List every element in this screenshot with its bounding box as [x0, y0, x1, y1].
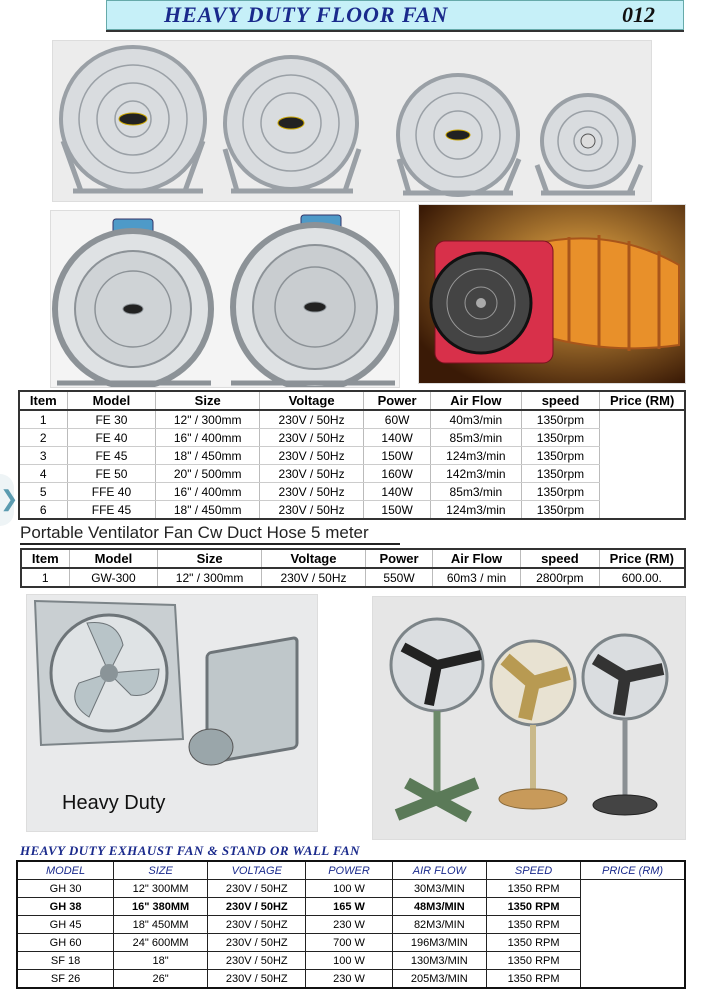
table-cell: 150W [364, 501, 431, 520]
col-header: speed [521, 549, 600, 568]
table-cell: 82M3/MIN [392, 916, 486, 934]
price-cell [600, 410, 685, 519]
table-cell: 230 W [306, 970, 392, 989]
table-cell: SF 26 [17, 970, 114, 989]
table-cell: GH 30 [17, 880, 114, 898]
table-row [19, 483, 685, 501]
col-header: Model [69, 549, 158, 568]
col-header: PRICE (RM) [581, 861, 685, 880]
table-row [19, 501, 685, 520]
table-cell: 20" / 500mm [156, 465, 260, 483]
table-cell: GH 60 [17, 934, 114, 952]
header-underline [106, 30, 684, 32]
table-cell: 124m3/min [431, 501, 522, 520]
table-cell: 230V / 50HZ [208, 952, 306, 970]
table-cell: 85m3/min [431, 483, 522, 501]
table-cell: 60m3 / min [432, 568, 520, 587]
ventilator-section-title: Portable Ventilator Fan Cw Duct Hose 5 meter [20, 523, 369, 542]
table-cell: SF 18 [17, 952, 114, 970]
table-header-row [19, 391, 685, 410]
table-row [19, 410, 685, 429]
table-cell: 230 W [306, 916, 392, 934]
page-number: 012 [622, 2, 655, 27]
stand-fans-photo [372, 596, 686, 840]
table-cell: 24" 600MM [114, 934, 208, 952]
col-header: Price (RM) [600, 391, 685, 410]
price-cell: 600.00. [599, 568, 685, 587]
table-cell: 18" 450MM [114, 916, 208, 934]
table-cell: FE 30 [67, 410, 156, 429]
table-cell: 30M3/MIN [392, 880, 486, 898]
table-cell: 1 [19, 410, 67, 429]
col-header: Voltage [260, 391, 364, 410]
exhaust-table-wrap [16, 860, 686, 989]
table-cell: 18" [114, 952, 208, 970]
table-cell: 230V / 50HZ [208, 916, 306, 934]
table-cell: 1350 RPM [487, 952, 581, 970]
col-header: Model [67, 391, 156, 410]
table-cell: 1350 RPM [487, 970, 581, 989]
table-cell: FE 45 [67, 447, 156, 465]
table-cell: 16" / 400mm [156, 483, 260, 501]
table-header-row [21, 549, 685, 568]
table-cell: 230V / 50Hz [260, 465, 364, 483]
col-header: Size [156, 391, 260, 410]
table-cell: 26" [114, 970, 208, 989]
floor-fan-table [18, 390, 686, 520]
col-header: Air Flow [431, 391, 522, 410]
table-cell: FFE 45 [67, 501, 156, 520]
page-title: HEAVY DUTY FLOOR FAN [164, 2, 449, 27]
table-cell: 230V / 50Hz [261, 568, 365, 587]
table-row [19, 429, 685, 447]
stand-floor-fans-photo [50, 210, 400, 388]
table-cell: 3 [19, 447, 67, 465]
table-cell: 12" / 300mm [158, 568, 262, 587]
col-header: AIR FLOW [392, 861, 486, 880]
table-cell: GH 38 [17, 898, 114, 916]
table-cell: 205M3/MIN [392, 970, 486, 989]
col-header: VOLTAGE [208, 861, 306, 880]
table-cell: 100 W [306, 880, 392, 898]
table-cell: 1350rpm [521, 410, 600, 429]
table-cell: 6 [19, 501, 67, 520]
table-cell: FE 40 [67, 429, 156, 447]
col-header: Air Flow [432, 549, 520, 568]
table-cell: 130M3/MIN [392, 952, 486, 970]
table-cell: 230V / 50HZ [208, 934, 306, 952]
col-header: Price (RM) [599, 549, 685, 568]
table-cell: 16" / 400mm [156, 429, 260, 447]
ventilator-table [20, 548, 686, 588]
exhaust-section-title: HEAVY DUTY EXHAUST FAN & STAND OR WALL FAN [20, 843, 361, 858]
exhaust-fan-table [16, 860, 686, 989]
table-cell: 100 W [306, 952, 392, 970]
table-cell: 142m3/min [431, 465, 522, 483]
table-cell: 1350 RPM [487, 934, 581, 952]
table-cell: 4 [19, 465, 67, 483]
table-cell: 2 [19, 429, 67, 447]
table-cell: 1350 RPM [487, 916, 581, 934]
table-cell: 1350rpm [521, 483, 600, 501]
table-cell: 196M3/MIN [392, 934, 486, 952]
table-cell: 550W [366, 568, 433, 587]
table-cell: 12" 300MM [114, 880, 208, 898]
table-row [19, 447, 685, 465]
table-cell: 1350rpm [521, 429, 600, 447]
portable-ventilator-photo [418, 204, 686, 384]
table-cell: 1350 RPM [487, 898, 581, 916]
col-header: SIZE [114, 861, 208, 880]
col-header: MODEL [17, 861, 114, 880]
table-cell: 48M3/MIN [392, 898, 486, 916]
table-cell: 230V / 50Hz [260, 429, 364, 447]
ventilator-table-wrap [20, 548, 686, 588]
table-cell: 1 [21, 568, 69, 587]
col-header: SPEED [487, 861, 581, 880]
table-cell: 40m3/min [431, 410, 522, 429]
col-header: Power [364, 391, 431, 410]
table-cell: 230V / 50Hz [260, 410, 364, 429]
chevron-right-icon[interactable]: ❯ [0, 486, 19, 511]
table-cell: 2800rpm [521, 568, 600, 587]
table-row [19, 465, 685, 483]
table-cell: GH 45 [17, 916, 114, 934]
table-cell: 1350 RPM [487, 880, 581, 898]
col-header: Size [158, 549, 262, 568]
table-cell: 140W [364, 483, 431, 501]
table-cell: 165 W [306, 898, 392, 916]
table-cell: 12" / 300mm [156, 410, 260, 429]
table-cell: 230V / 50Hz [260, 447, 364, 465]
table-cell: GW-300 [69, 568, 158, 587]
table-cell: 140W [364, 429, 431, 447]
table-cell: FE 50 [67, 465, 156, 483]
table-cell: 160W [364, 465, 431, 483]
table-cell: 150W [364, 447, 431, 465]
table-cell: 1350rpm [521, 447, 600, 465]
section-underline [20, 543, 400, 545]
col-header: speed [521, 391, 600, 410]
col-header: Voltage [261, 549, 365, 568]
table-cell: 16" 380MM [114, 898, 208, 916]
table-cell: 124m3/min [431, 447, 522, 465]
table-cell: 230V / 50Hz [260, 483, 364, 501]
floor-fans-photo [52, 40, 652, 202]
table-header-row [17, 861, 685, 880]
table-cell: 230V / 50HZ [208, 898, 306, 916]
table-cell: FFE 40 [67, 483, 156, 501]
table-cell: 1350rpm [521, 501, 600, 520]
col-header: Item [21, 549, 69, 568]
table-cell: 5 [19, 483, 67, 501]
table-cell: 230V / 50Hz [260, 501, 364, 520]
col-header: POWER [306, 861, 392, 880]
heavy-duty-caption: Heavy Duty [62, 792, 166, 814]
table-cell: 230V / 50HZ [208, 880, 306, 898]
table-cell: 85m3/min [431, 429, 522, 447]
table-row [17, 880, 685, 898]
table-cell: 18" / 450mm [156, 447, 260, 465]
table-cell: 1350rpm [521, 465, 600, 483]
table-cell: 60W [364, 410, 431, 429]
table-cell: 230V / 50HZ [208, 970, 306, 989]
floor-fan-table-wrap [18, 390, 686, 520]
table-cell: 700 W [306, 934, 392, 952]
col-header: Power [366, 549, 433, 568]
table-row [21, 568, 685, 587]
table-cell: 18" / 450mm [156, 501, 260, 520]
col-header: Item [19, 391, 67, 410]
price-cell [581, 880, 685, 989]
